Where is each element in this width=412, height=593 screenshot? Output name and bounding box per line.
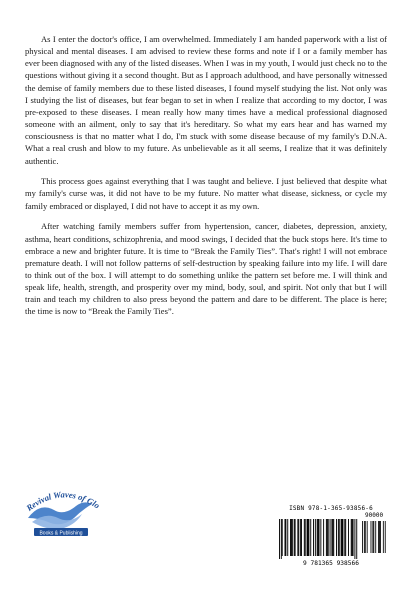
barcode-bar — [333, 519, 334, 556]
barcode-bar — [282, 519, 283, 556]
barcode-addon-bar — [372, 521, 373, 553]
barcode-bar — [354, 519, 355, 559]
barcode-bar — [328, 519, 329, 556]
barcode-bar — [300, 519, 301, 556]
barcode-digits: 9 781365 938566 — [303, 560, 359, 567]
barcode-bar — [301, 519, 302, 556]
isbn-barcode — [273, 505, 389, 569]
barcode-addon-bar — [375, 521, 376, 553]
barcode-bar — [331, 519, 332, 556]
paragraph-3: After watching family members suffer from hypertension, cancer, diabetes, depression, anxiety, asthma, heart conditions, schizophrenia, and mood swings, I decided that the buck stops here. It's time to embrace a new and brighter future. It is time to “Break the Family Ties”. That's right! I will not embrace premature death. I will not follow patterns of self-destruction by speaking failure into my life. I will dare to think out of the box. I will attempt to do something unlike the pattern set before me. I will think and speak life, health, strength, and prosperity over my mind, body, soul, and spirit. Not only that but I will train and teach my children to also press beyond the pattern and dare to be different. The place is here; the time is now to “Break the Family Ties”. — [25, 221, 387, 317]
barcode-bar — [356, 519, 357, 559]
barcode-bar — [291, 519, 292, 556]
barcode-addon-bar — [364, 521, 365, 553]
barcode-bar — [318, 519, 319, 556]
barcode-bar — [315, 519, 316, 556]
barcode-bar — [339, 519, 340, 556]
barcode-bar — [285, 519, 286, 556]
barcode-bar — [317, 519, 318, 556]
barcode-addon-bar — [371, 521, 372, 553]
barcode-bar — [344, 519, 345, 556]
barcode-addon-bar — [379, 521, 380, 553]
barcode-bar — [341, 519, 342, 556]
barcode-bar — [348, 519, 349, 556]
price-code: 90000 — [365, 512, 384, 519]
cover-body-text — [25, 33, 387, 326]
barcode-bar — [332, 519, 333, 556]
paragraph-1: As I enter the doctor's office, I am overwhelmed. Immediately I am handed paperwork with a list of physical and mental diseases. I am advised to review these forms and note if I or a family member has ever been diagnosed with any of the listed diseases. When I was in my youth, I would just check no to the questions without giving it a second thought. But as I approach adulthood, and have personally witnessed the demise of family members due to these listed diseases, I found myself studying the list. Not only was I studying the list of diseases, but fear began to set in when I realize that according to my doctor, I was pre-exposed to these diseases. I mean really how many times have a medical professional diagnosed someone with an ailment, only to say that it's hereditary. So what my ears hear and has warned my consciousness is that no matter what I do, I'm stuck with some disease because of my family's D.N.A. What a real crush and blow to my future. As unbelievable as it all seems, I realize that it was definitely authentic. — [25, 34, 387, 166]
barcode-bar — [297, 519, 298, 556]
barcode-bar — [281, 519, 282, 559]
barcode-bar — [308, 519, 309, 556]
barcode-bar — [287, 519, 288, 556]
barcode-bar — [305, 519, 306, 556]
barcode-bar — [338, 519, 339, 556]
barcode-bar — [298, 519, 299, 556]
barcode-bar — [304, 519, 305, 556]
barcode-bar — [326, 519, 327, 556]
wave-logo-icon — [20, 488, 102, 544]
barcode-bar — [308, 519, 309, 556]
barcode-addon-bar — [378, 521, 379, 553]
isbn-label: ISBN 978-1-365-93856-6 — [289, 505, 373, 512]
barcode-bar — [313, 519, 314, 556]
barcode-bar — [351, 519, 352, 556]
barcode-bar — [285, 519, 286, 556]
barcode-bar — [342, 519, 343, 556]
barcode-bar — [336, 519, 337, 556]
barcode-bars — [273, 513, 389, 560]
barcode-addon-bar — [380, 521, 381, 553]
barcode-bar — [290, 519, 291, 556]
barcode-bar — [292, 519, 293, 556]
barcode-addon-bar — [373, 521, 374, 553]
barcode-bar — [307, 519, 308, 556]
publisher-logo — [20, 488, 102, 544]
barcode-bar — [342, 519, 343, 556]
barcode-bar — [323, 519, 324, 556]
barcode-bar — [345, 519, 346, 556]
barcode-bar — [327, 519, 328, 556]
barcode-bar — [330, 519, 331, 556]
barcode-addon-bar — [365, 521, 366, 553]
barcode-addon-bar — [383, 521, 384, 553]
barcode-bar — [295, 519, 296, 556]
barcode-bar — [294, 519, 295, 556]
barcode-bar — [310, 519, 311, 556]
barcode-bar — [319, 519, 320, 556]
logo-arc-text: Revival Waves of Glo — [24, 489, 102, 513]
barcode-bar — [279, 519, 280, 559]
barcode-addon-bar — [367, 521, 368, 553]
barcode-bar — [353, 519, 354, 556]
paragraph-2: This process goes against everything that I was taught and believe. I just believed that despite what my family's curse was, it did not have to be my future. No matter what disease, sickness, or cycle my family embraced or displayed, I did not have to accept it as my own. — [25, 176, 387, 211]
barcode-addon-bar — [362, 521, 363, 553]
barcode-bar — [352, 519, 353, 556]
barcode-addon-bar — [385, 521, 386, 553]
logo-subtitle: Books & Publishing — [39, 530, 83, 537]
barcode-bar — [320, 519, 321, 556]
